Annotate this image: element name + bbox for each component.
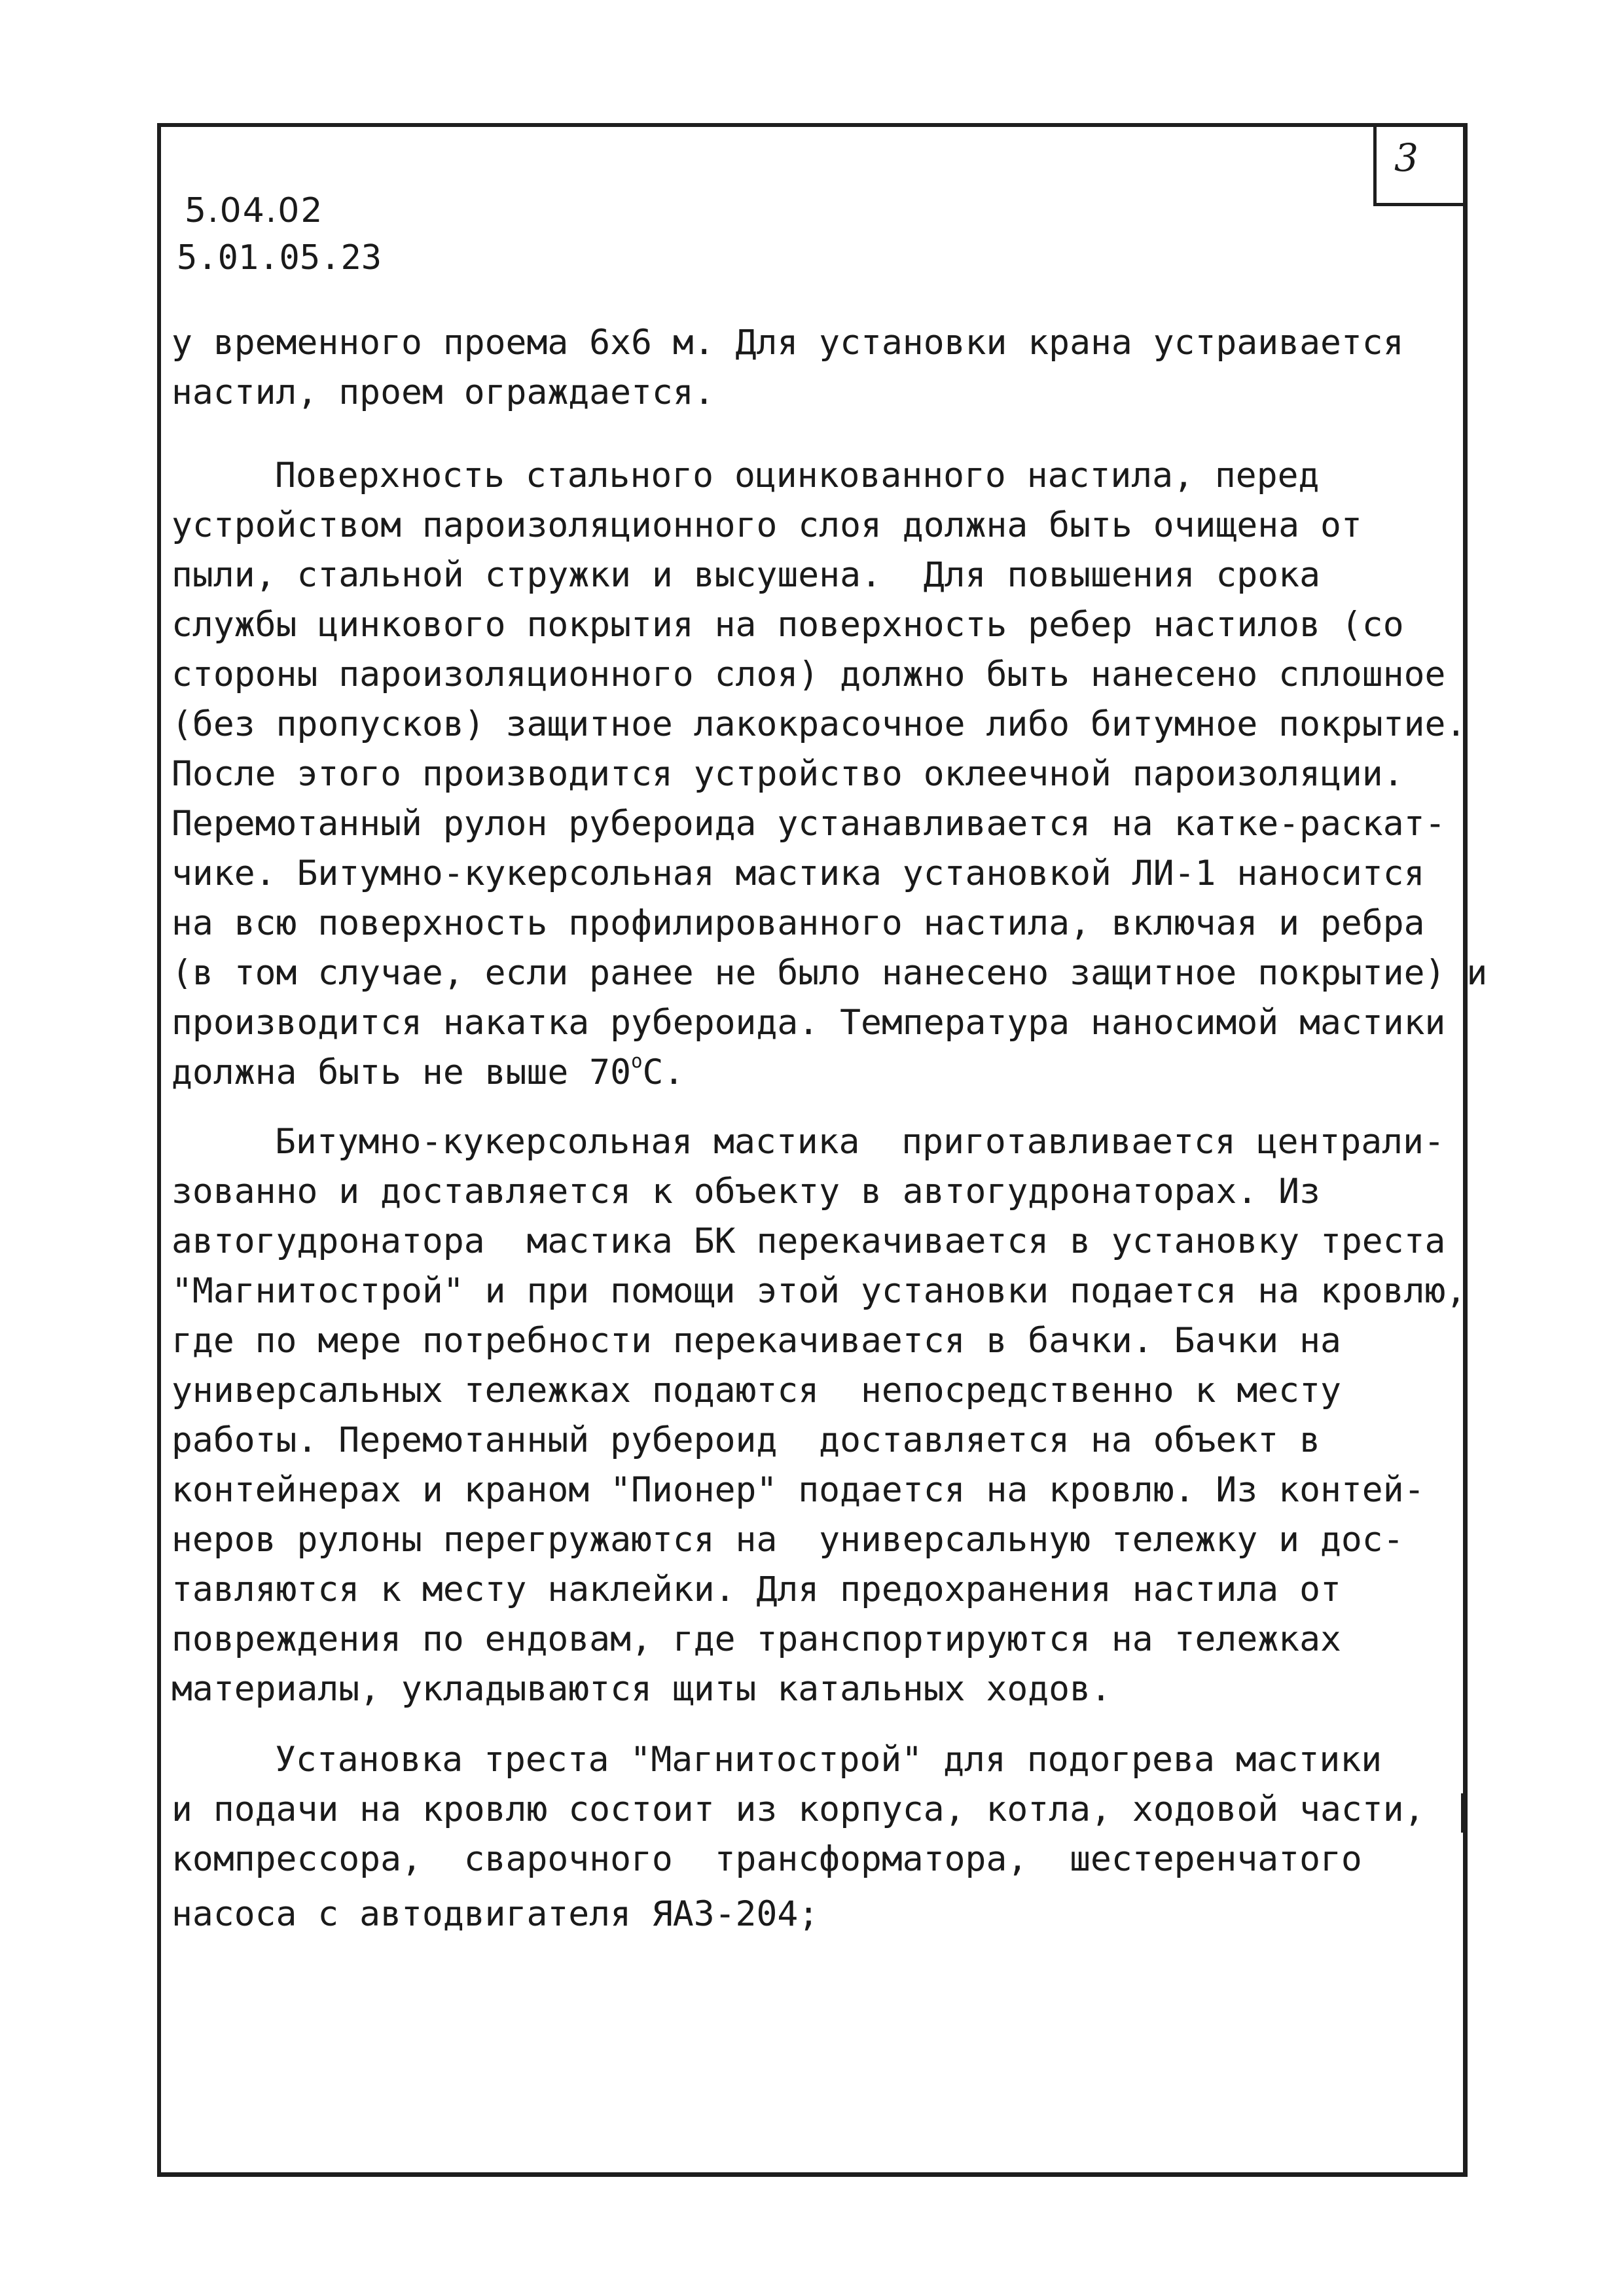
- text-line: производится накатка рубероида. Температура наносимой мастики: [171, 1003, 1446, 1043]
- text-line: компрессора, сварочного трансформатора, шестеренчатого: [171, 1839, 1362, 1879]
- text-line: контейнерах и краном "Пионер" подается на кровлю. Из контей-: [171, 1470, 1425, 1510]
- text-line: тавляются к месту наклейки. Для предохранения настила от: [171, 1570, 1341, 1609]
- text-line: Установка треста "Магнитострой" для подогрева мастики: [275, 1740, 1382, 1780]
- text-line: После этого производится устройство оклеечной пароизоляции.: [171, 754, 1404, 794]
- handwritten-code: 5.04.02: [185, 191, 324, 230]
- text-line: материалы, укладываются щиты катальных ходов.: [171, 1669, 1111, 1709]
- text-line: Поверхность стального оцинкованного настила, перед: [275, 456, 1320, 495]
- degree-sign: o: [631, 1050, 643, 1073]
- text-line: должна быть не выше 70$^o$С.: [171, 1050, 685, 1092]
- document-code: 5.01.05.23: [177, 238, 382, 278]
- text-line: Перемотанный рулон рубероида устанавливается на катке-раскат-: [171, 804, 1446, 844]
- text-line: на всю поверхность профилированного настила, включая и ребра: [171, 903, 1425, 943]
- scan-mark: [1461, 1793, 1468, 1833]
- text-line: Битумно-кукерсольная мастика приготавливается централи-: [275, 1122, 1445, 1162]
- scan-mark: [1464, 1859, 1468, 1937]
- text-line: насоса с автодвигателя ЯАЗ-204;: [171, 1894, 820, 1934]
- text-line: универсальных тележках подаются непосредственно к месту: [171, 1371, 1341, 1410]
- page-number: 3: [1394, 135, 1418, 180]
- text-line: "Магнитострой" и при помощи этой установки подается на кровлю,: [171, 1271, 1467, 1311]
- text-line: работы. Перемотанный рубероид доставляется на объект в: [171, 1420, 1320, 1460]
- text-line: стороны пароизоляционного слоя) должно быть нанесено сплошное: [171, 655, 1446, 694]
- page-number-box: [1373, 123, 1468, 206]
- text-line: (без пропусков) защитное лакокрасочное либо битумное покрытие.: [171, 704, 1467, 744]
- text-line: автогудронатора мастика БК перекачивается в установку треста: [171, 1221, 1446, 1261]
- text-line: зованно и доставляется к объекту в автогудронаторах. Из: [171, 1172, 1320, 1211]
- text-line: настил, проем ограждается.: [171, 372, 715, 412]
- text-line: устройством пароизоляционного слоя должна быть очищена от: [171, 505, 1362, 545]
- text-line: пыли, стальной стружки и высушена. Для повышения срока: [171, 555, 1320, 595]
- text-line: и подачи на кровлю состоит из корпуса, котла, ходовой части,: [171, 1789, 1425, 1829]
- text-line: службы цинкового покрытия на поверхность ребер настилов (со: [171, 605, 1404, 645]
- text-line: у временного проема 6х6 м. Для установки крана устраивается: [171, 323, 1404, 363]
- text-line: чике. Битумно-кукерсольная мастика установкой ЛИ-1 наносится: [171, 853, 1425, 893]
- text-line: (в том случае, если ранее не было нанесено защитное покрытие) и: [171, 953, 1488, 993]
- text-line: неров рулоны перегружаются на универсальную тележку и дос-: [171, 1520, 1404, 1560]
- text-line: где по мере потребности перекачивается в бачки. Бачки на: [171, 1321, 1341, 1361]
- text-line: повреждения по ендовам, где транспортируются на тележках: [171, 1619, 1341, 1659]
